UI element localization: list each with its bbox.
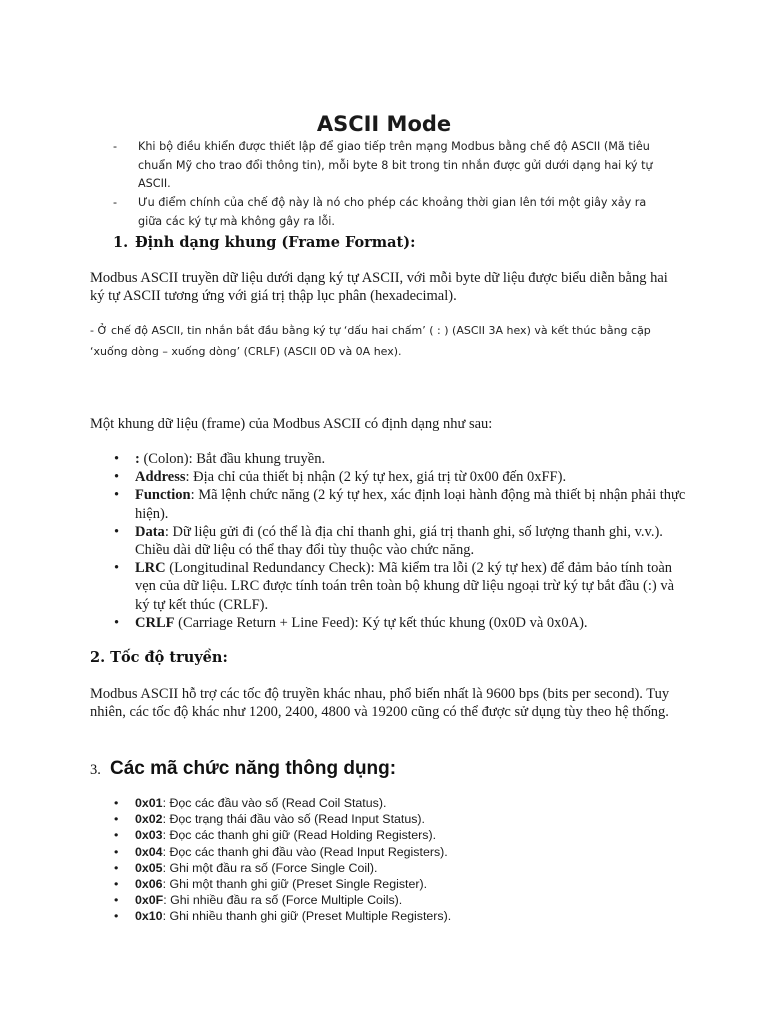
bullet-marker: • [114,469,120,486]
function-code-item [90,892,690,908]
frame-field-desc: (Longitudinal Redundancy Check): Mã kiểm tra lỗi (2 ký tự hex) để đảm bảo tính toàn vẹn của dữ liệu. LRC được tính toán trên toàn bộ khung dữ liệu ngoại trừ ký tự bắt đầu (:) và ký tự kết thúc (CRLF). [135,560,675,613]
frame-field-desc: : Mã lệnh chức năng (2 ký tự hex, xác định loại hành động mà thiết bị nhận phải thực hiện). [135,487,686,522]
section1-heading-text: Định dạng khung (Frame Format): [135,234,416,251]
frame-field-term: CRLF [135,614,175,631]
frame-field-desc: : Địa chỉ của thiết bị nhận (2 ký tự hex, giá trị từ 0x00 đến 0xFF). [185,469,567,486]
function-code: 0x03 [135,828,163,843]
function-code-item [90,827,690,843]
frame-field-desc: (Carriage Return + Line Feed): Ký tự kết thúc khung (0x0D và 0x0A). [174,614,588,631]
function-code: 0x06 [135,877,163,892]
function-code: 0x10 [135,909,163,924]
bullet-marker: • [114,844,119,859]
function-code-desc: : Đọc các đầu vào số (Read Coil Status). [162,796,387,810]
function-code: 0x01 [135,796,163,810]
function-code-desc: : Ghi một thanh ghi giữ (Preset Single Register). [162,877,428,892]
bullet-marker: • [114,796,119,810]
section3-heading-text: Các mã chức năng thông dụng: [110,758,397,779]
bullet-marker: • [114,487,120,504]
function-code-item [90,811,690,827]
frame-field-term: : [135,451,140,467]
frame-field-item [90,559,690,614]
frame-field-item [90,523,690,559]
function-code: 0x0F [135,893,164,908]
bullet-marker: • [114,860,119,875]
function-code-item [90,860,690,876]
frame-field-item [90,614,690,632]
page-title: ASCII Mode [316,112,452,137]
function-code: 0x05 [135,860,163,875]
frame-intro: Một khung dữ liệu (frame) của Modbus ASCII có định dạng như sau: [90,416,493,432]
function-code-item [90,908,690,924]
function-code-item [90,795,690,811]
section1-number: 1. [113,234,129,251]
frame-field-item [90,468,690,486]
function-code-desc: : Đọc các thanh ghi đầu vào (Read Input Registers). [162,844,448,859]
section1-note: - Ở chế độ ASCII, tin nhắn bắt đầu bằng ký tự ‘dấu hai chấm’ ( : ) (ASCII 3A hex) và kết thúc bằng cặp ‘xuống dòng – xuống dòng’ (CRLF) (ASCII 0D và 0A hex). [90,324,651,358]
frame-field-term: Data [135,523,165,540]
frame-field-term: LRC [135,560,166,577]
function-code: 0x02 [135,812,163,827]
dash-marker: - [113,196,118,210]
function-code-desc: : Ghi nhiều thanh ghi giữ (Preset Multiple Registers). [162,909,452,924]
function-code-desc: : Đọc trạng thái đầu vào số (Read Input Status). [162,812,425,827]
function-code-desc: : Ghi một đầu ra số (Force Single Coil). [162,860,378,875]
dash-marker: - [113,140,118,153]
bullet-marker: • [114,523,120,540]
intro-text: Khi bộ điều khiển được thiết lập để giao tiếp trên mạng Modbus bằng chế độ ASCII (Mã tiêu chuẩn Mỹ cho trao đổi thông tin), mỗi byte 8 bit trong tin nhắn được gửi dưới dạng hai ký tự ASCII. [138,140,653,191]
section1-paragraph: Modbus ASCII truyền dữ liệu dưới dạng ký tự ASCII, với mỗi byte dữ liệu được biểu diễn bằng hai ký tự ASCII tương ứng với giá trị thập lục phân (hexadecimal). [90,270,668,305]
section2-heading: 2. Tốc độ truyền: [90,649,228,666]
intro-item [113,194,673,231]
frame-field-term: Address [135,469,186,486]
frame-field-term: Function [135,487,191,504]
bullet-marker: • [114,828,119,843]
bullet-marker: • [114,893,119,908]
intro-text: Ưu điểm chính của chế độ này là nó cho phép các khoảng thời gian lên tới một giây xảy ra giữa các ký tự mà không gây ra lỗi. [138,196,647,228]
bullet-marker: • [114,877,119,892]
section1-heading [113,233,415,253]
bullet-marker: • [114,560,120,577]
function-code-desc: : Đọc các thanh ghi giữ (Read Holding Registers). [162,828,437,843]
frame-field-desc: (Colon): Bắt đầu khung truyền. [139,451,326,467]
frame-field-item [90,486,690,522]
frame-field-list [90,450,690,632]
function-code: 0x04 [135,844,163,859]
section2-paragraph: Modbus ASCII hỗ trợ các tốc độ truyền khác nhau, phổ biến nhất là 9600 bps (bits per second). Tuy nhiên, các tốc độ khác như 1200, 2400, 4800 và 19200 cũng có thể được sử dụng tùy theo hệ thống. [90,686,670,721]
intro-list [113,138,673,232]
section3-number: 3. [90,762,101,778]
frame-field-item [90,450,690,468]
section3-heading [90,757,396,782]
bullet-marker: • [114,909,119,924]
function-code-desc: : Ghi nhiều đầu ra số (Force Multiple Coils). [163,893,403,908]
bullet-marker: • [114,614,120,631]
function-code-item [90,844,690,860]
function-code-item [90,876,690,892]
function-code-list [90,795,690,925]
bullet-marker: • [114,451,120,467]
frame-field-desc: : Dữ liệu gửi đi (có thể là địa chỉ thanh ghi, giá trị thanh ghi, số lượng thanh ghi, v.v.). Chiều dài dữ liệu có thể thay đổi tùy thuộc vào chức năng. [135,523,663,559]
intro-item [113,138,673,194]
bullet-marker: • [114,812,119,827]
